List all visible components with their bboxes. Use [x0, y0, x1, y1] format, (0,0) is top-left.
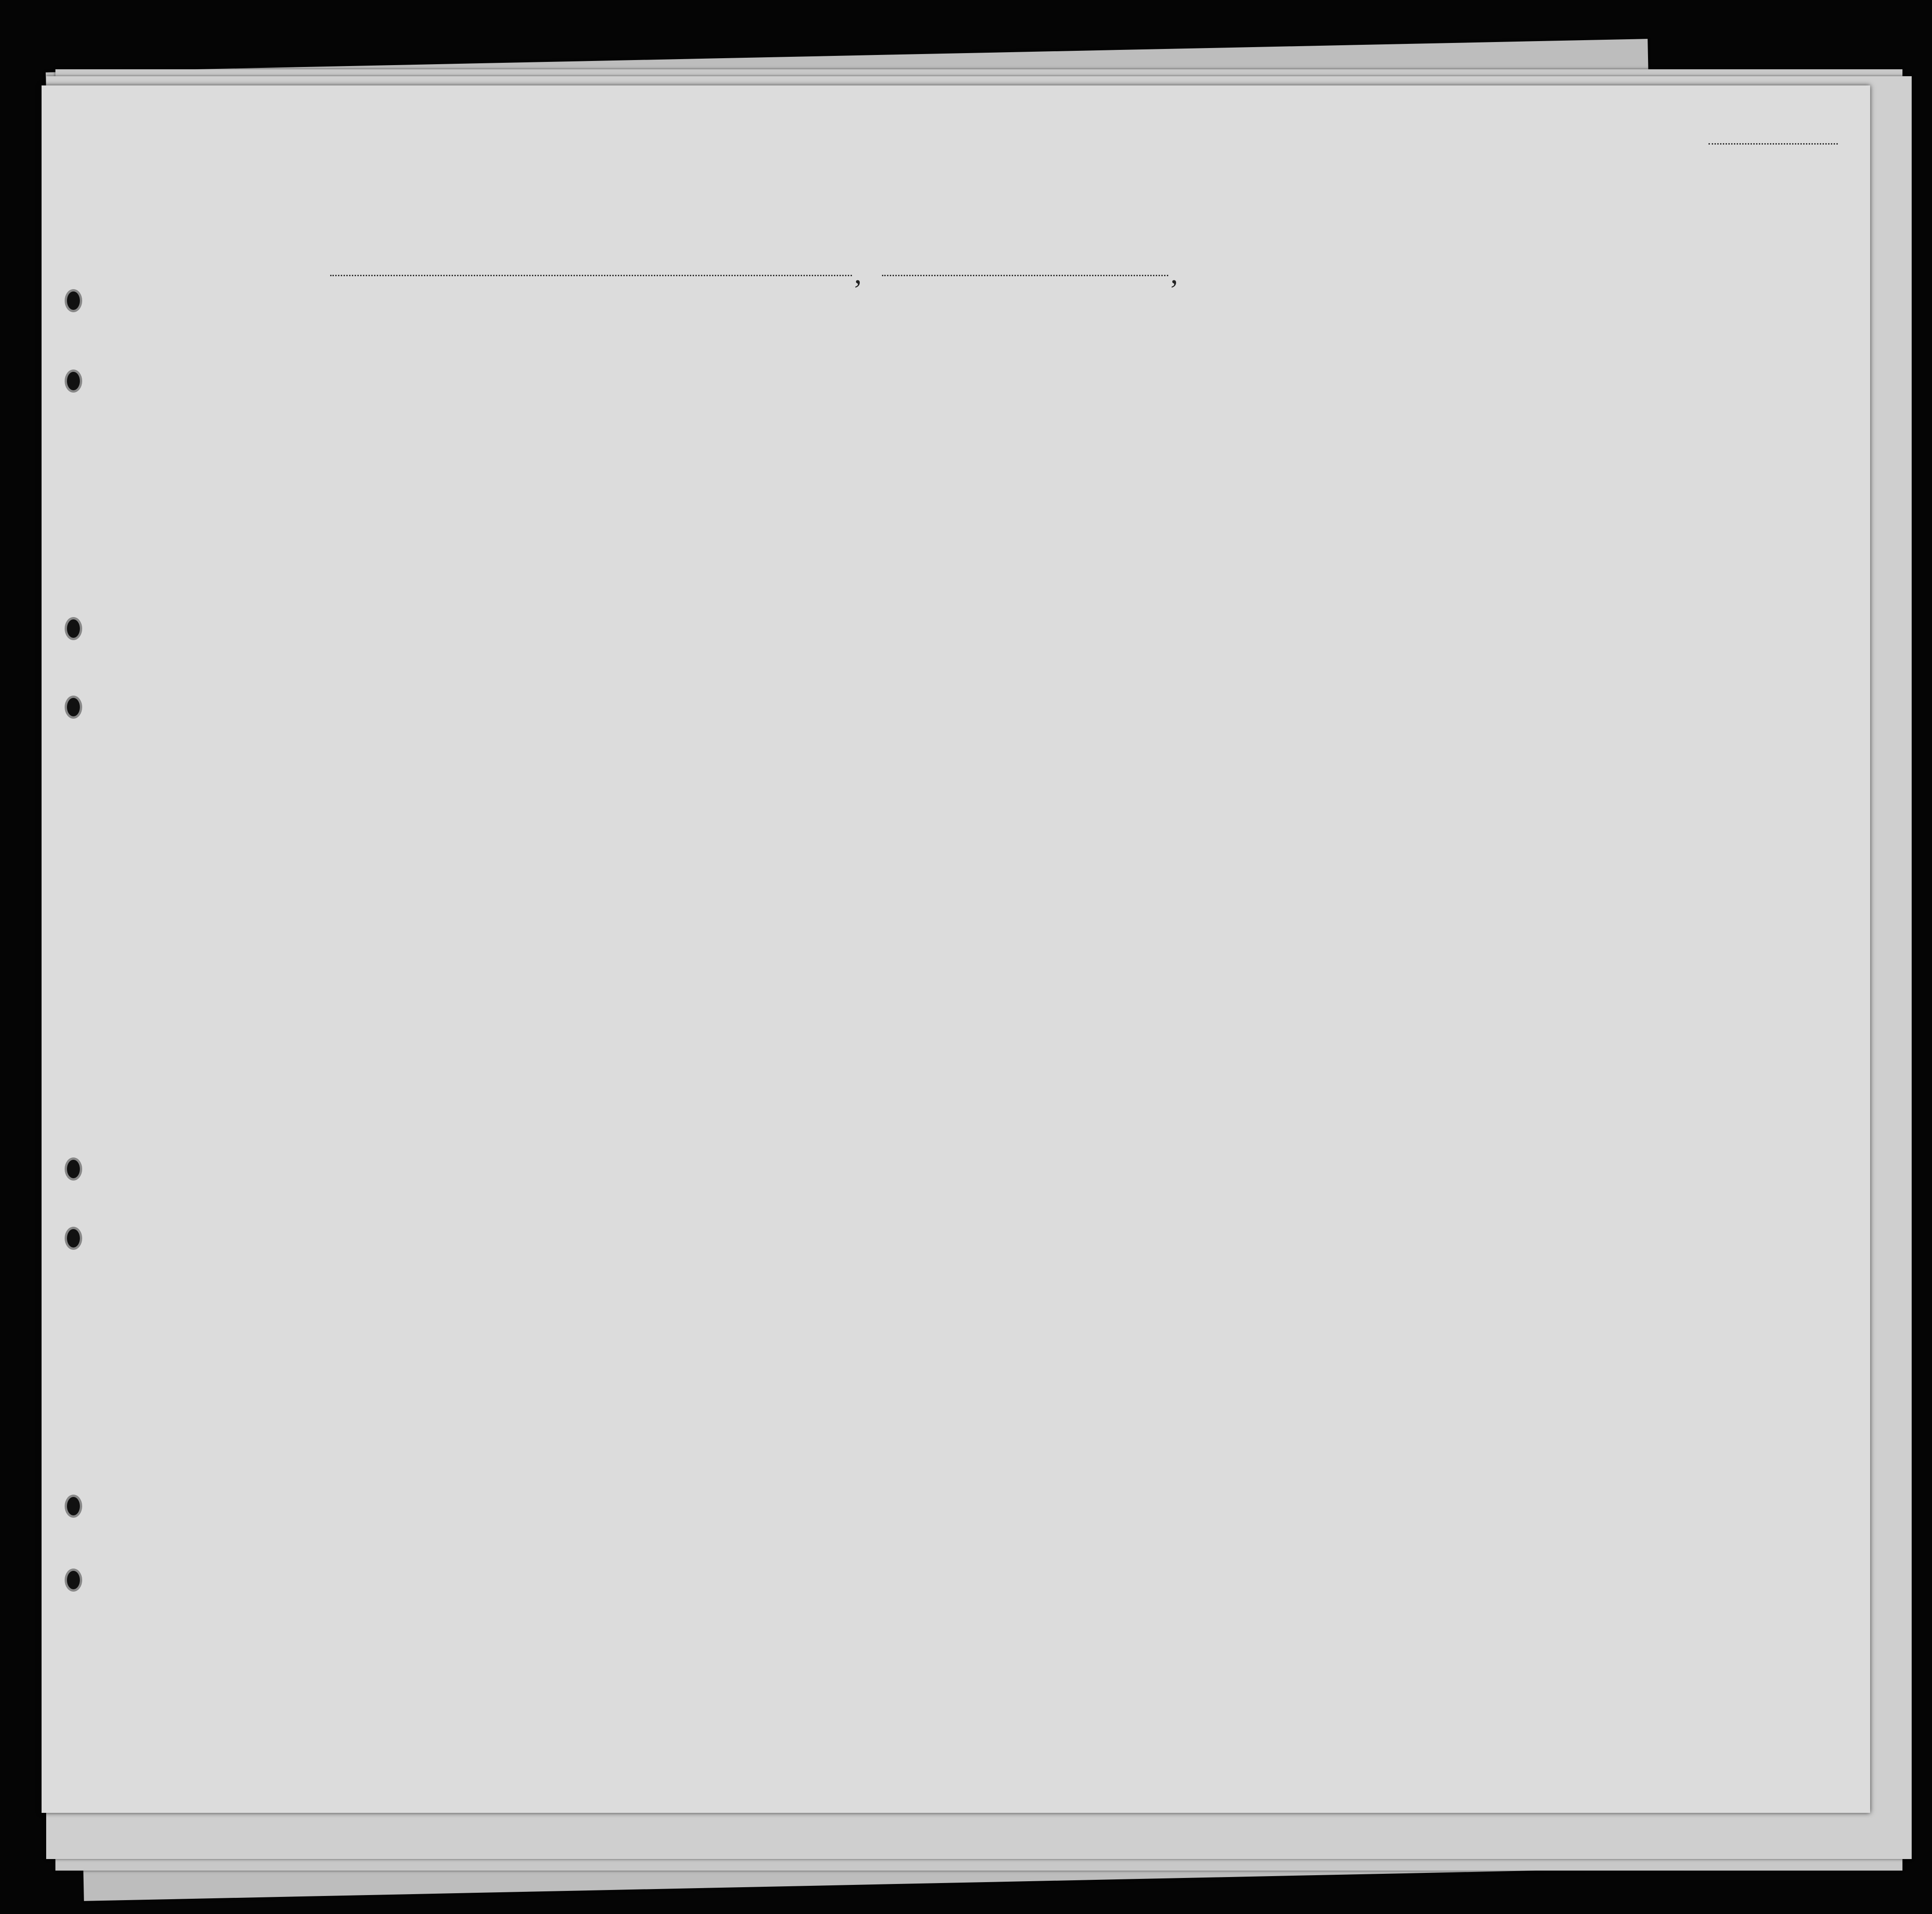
- punch-hole: [65, 1157, 82, 1181]
- punch-hole: [65, 1569, 82, 1592]
- list-number-line: [1709, 143, 1838, 145]
- col25-header: [1147, 439, 1175, 570]
- punch-hole: [65, 1495, 82, 1518]
- comma: ,: [1171, 257, 1178, 290]
- col33-inches: [1473, 515, 1487, 570]
- punch-hole: [65, 289, 82, 312]
- manifest-sheet: [42, 85, 1870, 1813]
- col29-header: [1261, 439, 1293, 570]
- col33-feet: [1452, 529, 1466, 570]
- col28-header: [1217, 439, 1258, 570]
- col27-header: [1196, 441, 1214, 570]
- punch-hole: [65, 617, 82, 640]
- col21-header: [637, 432, 658, 570]
- month-line: [882, 275, 1168, 276]
- table-grid-lines: [42, 298, 1870, 1716]
- col19-header: [519, 432, 537, 570]
- punch-hole: [65, 696, 82, 719]
- col26-header: [1173, 441, 1191, 570]
- punch-hole: [65, 369, 82, 393]
- col30-header: [1307, 439, 1330, 570]
- col24-b-header: [1057, 439, 1085, 570]
- port-line: [330, 275, 852, 276]
- col24-a-header: [1016, 439, 1048, 570]
- comma: ,: [854, 257, 862, 290]
- manifest-table: [42, 298, 1870, 1716]
- punch-hole: [65, 1227, 82, 1250]
- col24-c-header: [1104, 439, 1131, 570]
